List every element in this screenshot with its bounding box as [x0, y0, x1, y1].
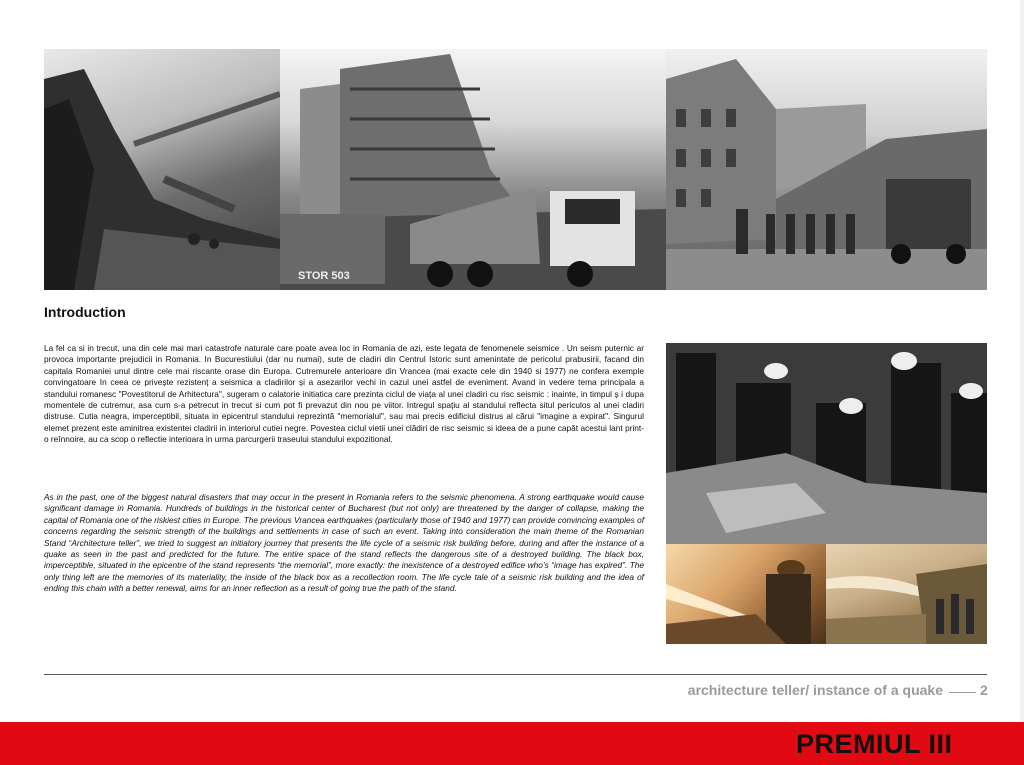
page-number: 2 [980, 682, 988, 698]
photo-collapsed-block-truck [280, 49, 666, 290]
page-edge [1020, 0, 1024, 722]
footer-divider [44, 674, 987, 675]
intro-paragraph-romanian: La fel ca si in trecut, una din cele mai mari catastrofe naturale care poate avea loc in Romania de azi, este legata de fenomenele seismice . Un seism puternic ar provoca importante prejudicii in Romania. In Bucurestiului (dar nu numai), sute de cladiri din Centrul Istoric sunt amenintate de pericolul prabusirii, facand din capitala Romaniei unul dintre cele mai riscante orase din Europa. Cutremurele anterioare din Vrancea (mai exacte cele din 1940 si 1977) ne confera exemple convingatoare In ceea ce privește rezistenț a seismica a cladirilor și a asezarilor vechi in cazul unei astfel de eveniment. Avand in vedere tema principala a standului romanesc "Povestitorul de Arhitectura", sugeram o calatorie initiatica care prezinta ciclul de viața al unei cladiri cu risc seismic : inainte, in timpul ș i dupa momentele de cutremur, asa cum s-a petrecut in trecut si cum pot fi prevazut din nou pe viitor. Intregul spațiu al standului reflecta situl periculos al unei cladiri distruse. Cutia neagra, imperceptibil, situata in epicentrul standului reprezintă "memorialul", sau mai precis edificiul distrus al cărui "imagine a expirat". Singurul elemet prezent este aminitrea existentei cladirii in interiorul cutiei negre. Povestea ciclul vietii unei clădiri de risc seismic si ideea de a pune capăt acestui lant print-o reînnoire, au ca scop o reflectie interioara in urma parcurgerii traseului standului expozitional. [44, 343, 644, 445]
truck-plate-text: STOR 503 [298, 270, 350, 282]
award-label: PREMIUL III [796, 729, 953, 759]
section-title: Introduction [44, 304, 126, 320]
photo-rescue-workers-helmets [666, 343, 987, 544]
photo-collapsed-building-crane [44, 49, 280, 290]
photo-rubble-street-soldiers [666, 49, 987, 290]
photo-firefighter-hose [666, 544, 826, 644]
intro-paragraph-english: As in the past, one of the biggest natural disasters that may occur in the present in Romania refers to the seismic phenomena. A strong earthquake would cause significant damage in Romania. Hundreds of buildings in the historical center of Bucharest (but not only) are threatened by the danger of collapse, making the capital of Romania one of the riskiest cities in Europe. The previous Vrancea earthquakes (particularly those of 1940 and 1977) can provide convincing examples of concerns regarding the seismic strength of the buildings and settlements in case of such an event. Taking into consideration the main theme of the Romanian Stand “Architecture teller”, we tried to suggest an initiatory journey that presents the life cycle of a seismic risk building before, during and after the instance of a quake as seen in the past and predicted for the future. The entire space of the stand reflects the dangerous site of a destroyed building. The black box, imperceptible, situated in the epicentre of the stand represents “the memorial”, more exactly: the inexistence of a destroyed edifice who’s “image has expired”. The only thing left are the memories of its materiality, the inside of the black box as a recollection room. The life cycle tale of a seismic risk building and the idea of ending this chain with a better renewal, aims for an inner reflection as a result of going true the path of the stand. [44, 492, 644, 594]
footer-dash [949, 692, 976, 693]
footer-title: architecture teller/ instance of a quake [687, 682, 943, 698]
photo-firefighters-water-spray [826, 544, 987, 644]
